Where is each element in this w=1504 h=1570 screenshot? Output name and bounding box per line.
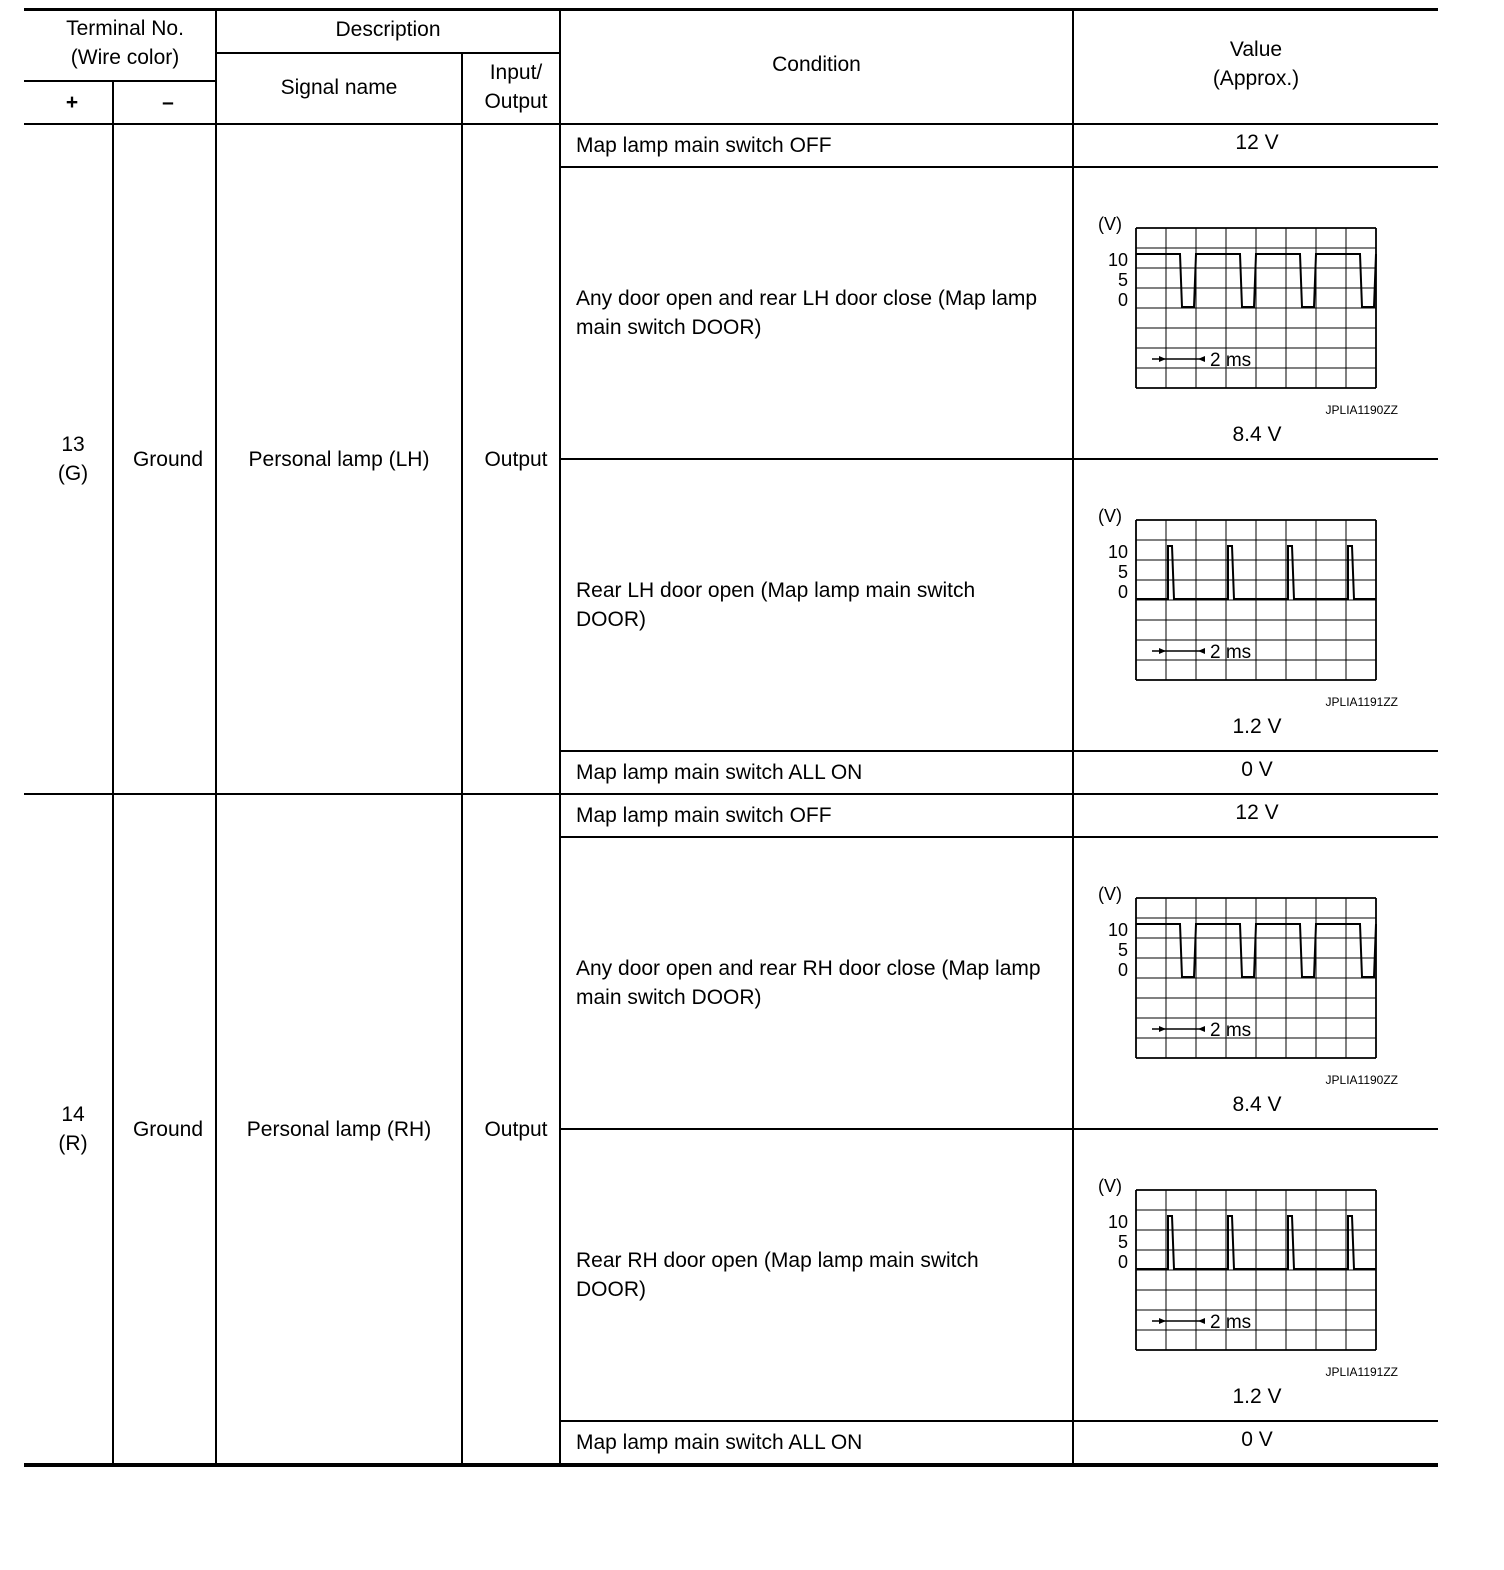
col-rule-condition — [1072, 10, 1074, 1464]
io-14: Output — [484, 1117, 548, 1141]
table-top-rule — [24, 8, 1438, 11]
header-rule-plus-minus — [24, 80, 216, 82]
time-scale-label: 2 ms — [1210, 642, 1252, 663]
header-value: Value (Approx.) — [1212, 38, 1300, 90]
condition-text: Map lamp main switch ALL ON — [576, 761, 863, 784]
condition-text: Rear LH door open (Map lamp main switch DOOR) — [576, 579, 976, 631]
y-tick-label: 5 — [1117, 1232, 1128, 1252]
y-tick-label: 5 — [1117, 270, 1128, 290]
condition-14-off — [576, 795, 1056, 836]
header-io: Input/ Output — [484, 61, 548, 113]
time-arrow-icon — [1159, 648, 1166, 654]
figure-code: JPLIA1190ZZ — [1325, 403, 1398, 417]
terminal-13: 13 (G) — [57, 433, 89, 485]
condition-14-allon — [576, 1422, 1056, 1463]
value-14-rear: 1.2 V — [1232, 1385, 1282, 1408]
header-terminal: Terminal No. (Wire color) — [66, 17, 184, 69]
time-arrow-icon — [1198, 356, 1205, 362]
y-tick-label: 0 — [1117, 960, 1128, 980]
y-tick-label: 0 — [1117, 582, 1128, 602]
time-scale-label: 2 ms — [1210, 1020, 1252, 1041]
unit-label: (V) — [1098, 1176, 1122, 1196]
time-arrow-icon — [1198, 1318, 1205, 1324]
header-plus: + — [65, 90, 79, 114]
time-scale-label: 2 ms — [1210, 350, 1252, 371]
waveform-14-door — [1094, 880, 1404, 1090]
y-tick-label: 5 — [1117, 562, 1128, 582]
header-condition: Condition — [772, 52, 861, 76]
time-arrow-icon — [1198, 1026, 1205, 1032]
value-13-off: 12 V — [1235, 131, 1279, 154]
condition-text: Map lamp main switch ALL ON — [576, 1431, 863, 1454]
terminal-14: 14 (R) — [58, 1103, 88, 1155]
signal-13: Personal lamp (LH) — [248, 447, 430, 471]
condition-text: Any door open and rear RH door close (Map lamp main switch DOOR) — [576, 957, 1041, 1009]
y-tick-label: 10 — [1107, 250, 1128, 270]
value-13-door: 8.4 V — [1232, 423, 1282, 446]
y-tick-label: 0 — [1117, 1252, 1128, 1272]
io-13: Output — [484, 447, 548, 471]
condition-13-allon — [576, 752, 1056, 793]
figure-code: JPLIA1191ZZ — [1325, 695, 1398, 709]
unit-label: (V) — [1098, 214, 1122, 234]
y-tick-label: 10 — [1107, 1212, 1128, 1232]
condition-14-door — [576, 838, 1046, 1128]
value-14-allon: 0 V — [1241, 1428, 1273, 1451]
table-bottom-rule — [24, 1463, 1438, 1467]
value-13-allon: 0 V — [1241, 758, 1273, 781]
header-minus: – — [162, 90, 174, 114]
value-14-door: 8.4 V — [1232, 1093, 1282, 1116]
condition-text: Rear RH door open (Map lamp main switch DOOR) — [576, 1249, 979, 1301]
unit-label: (V) — [1098, 506, 1122, 526]
condition-13-rear — [576, 460, 1046, 750]
ground-14: Ground — [132, 1117, 204, 1141]
condition-14-rear — [576, 1130, 1046, 1420]
condition-text: Any door open and rear LH door close (Map lamp main switch DOOR) — [576, 287, 1038, 339]
header-signal-name: Signal name — [280, 75, 398, 99]
condition-text: Map lamp main switch OFF — [576, 804, 832, 827]
y-tick-label: 0 — [1117, 290, 1128, 310]
waveform-13-rear — [1094, 502, 1404, 712]
waveform-14-rear — [1094, 1172, 1404, 1382]
time-arrow-icon — [1159, 1026, 1166, 1032]
y-tick-label: 10 — [1107, 920, 1128, 940]
y-tick-label: 10 — [1107, 542, 1128, 562]
time-arrow-icon — [1198, 648, 1205, 654]
value-13-rear: 1.2 V — [1232, 715, 1282, 738]
condition-text: Map lamp main switch OFF — [576, 134, 832, 157]
header-description: Description — [335, 17, 441, 41]
value-14-off: 12 V — [1235, 801, 1279, 824]
y-tick-label: 5 — [1117, 940, 1128, 960]
time-scale-label: 2 ms — [1210, 1312, 1252, 1333]
figure-code: JPLIA1190ZZ — [1325, 1073, 1398, 1087]
waveform-13-door — [1094, 210, 1404, 420]
signal-14: Personal lamp (RH) — [246, 1117, 432, 1141]
unit-label: (V) — [1098, 884, 1122, 904]
time-arrow-icon — [1159, 1318, 1166, 1324]
figure-code: JPLIA1191ZZ — [1325, 1365, 1398, 1379]
time-arrow-icon — [1159, 356, 1166, 362]
condition-13-off — [576, 125, 1056, 166]
condition-13-door — [576, 168, 1046, 458]
ground-13: Ground — [132, 447, 204, 471]
